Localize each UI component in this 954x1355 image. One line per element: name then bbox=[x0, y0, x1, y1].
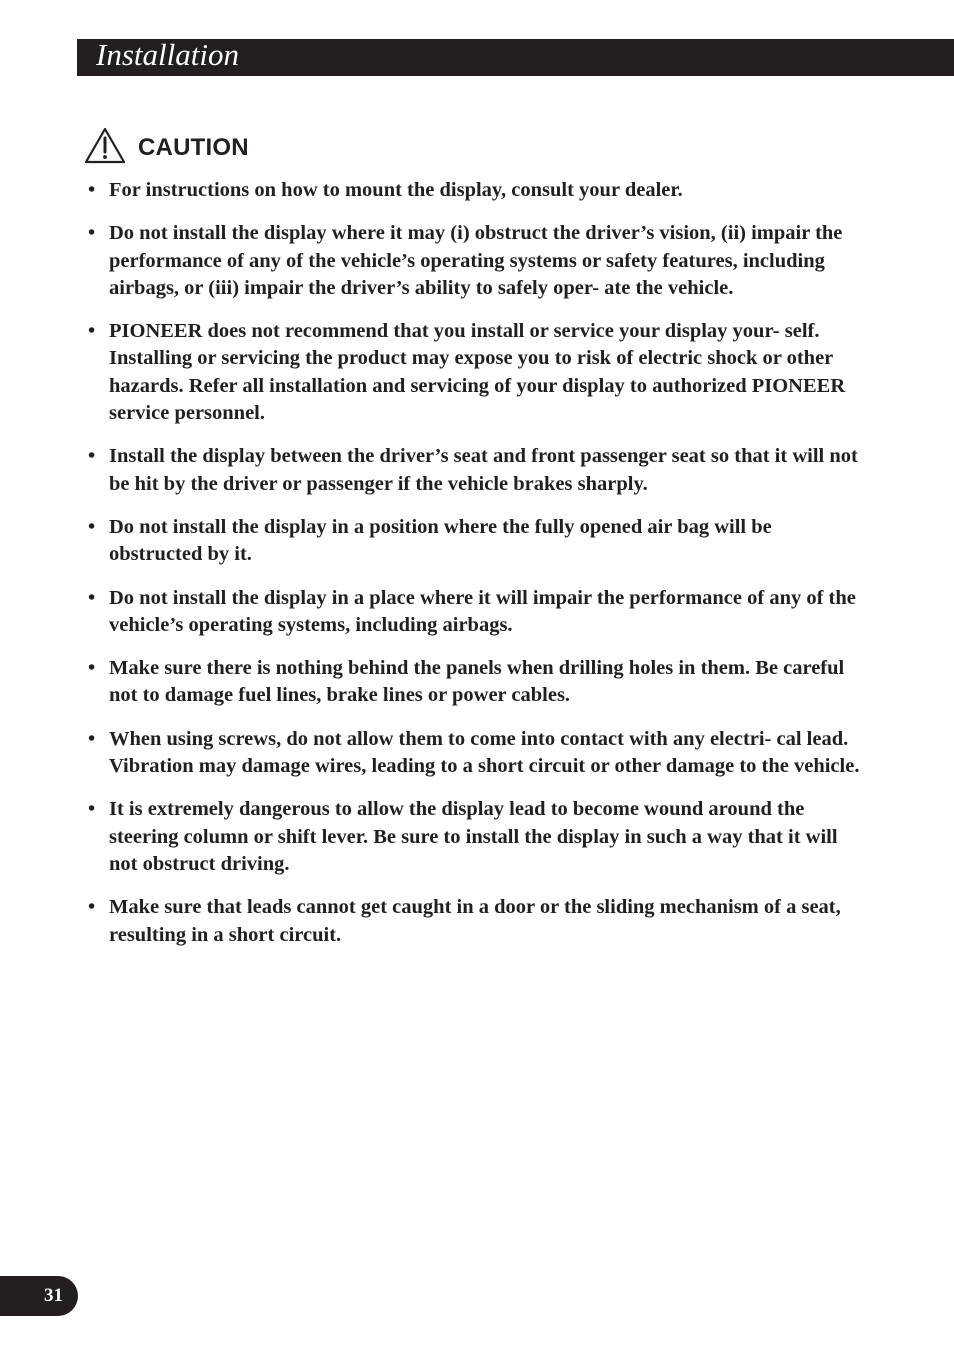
bullet-icon: • bbox=[88, 515, 96, 538]
caution-item-text: Do not install the display where it may (i) obstruct the driver’s vision, (ii) impair the performance of any of the vehicle’s operating systems or safety features, including airbags, or (iii) impair the driver’s ability to safely oper- ate the vehicle. bbox=[109, 222, 843, 299]
bullet-icon: • bbox=[88, 798, 96, 821]
bullet-icon: • bbox=[88, 586, 96, 609]
caution-label: CAUTION bbox=[138, 134, 249, 161]
section-header-tab bbox=[891, 39, 954, 76]
caution-item-4 bbox=[88, 443, 860, 498]
caution-item-10 bbox=[88, 894, 860, 949]
bullet-icon: • bbox=[88, 727, 96, 750]
caution-item-text: Make sure that leads cannot get caught in a door or the sliding mechanism of a seat, resulting in a short circuit. bbox=[109, 896, 841, 946]
caution-item-5 bbox=[88, 514, 860, 569]
caution-item-2 bbox=[88, 220, 860, 302]
caution-item-text: Do not install the display in a position where the fully opened air bag will be obstructed by it. bbox=[109, 515, 772, 566]
bullet-icon: • bbox=[88, 445, 96, 468]
caution-item-3 bbox=[88, 318, 860, 427]
bullet-icon: • bbox=[88, 896, 96, 919]
caution-heading bbox=[84, 126, 249, 166]
caution-item-text: Install the display between the driver’s seat and front passenger seat so that it will not be hit by the driver or passenger if the vehicle brakes sharply. bbox=[109, 445, 858, 495]
caution-item-6 bbox=[88, 585, 860, 640]
caution-item-8 bbox=[88, 726, 860, 781]
section-title: Installation bbox=[96, 37, 239, 72]
caution-list bbox=[88, 177, 860, 965]
caution-item-text: When using screws, do not allow them to come into contact with any electri- cal lead. Vibration may damage wires, leading to a short circuit or other damage to the vehicle. bbox=[109, 727, 860, 778]
warning-triangle-icon bbox=[84, 127, 126, 165]
page-number-tab bbox=[0, 1276, 78, 1316]
caution-item-text: It is extremely dangerous to allow the display lead to become wound around the steering column or shift lever. Be sure to install the display in such a way that it will not obstruct driving. bbox=[109, 798, 838, 875]
caution-item-1 bbox=[88, 177, 860, 204]
caution-item-text: For instructions on how to mount the display, consult your dealer. bbox=[109, 179, 683, 201]
bullet-icon: • bbox=[88, 222, 96, 245]
page-number: 31 bbox=[44, 1285, 63, 1306]
caution-item-7 bbox=[88, 655, 860, 710]
caution-item-text: Do not install the display in a place where it will impair the performance of any of the vehicle’s operating systems, including airbags. bbox=[109, 586, 856, 636]
bullet-icon: • bbox=[88, 657, 96, 680]
caution-item-text: PIONEER does not recommend that you install or service your display your- self. Installing or servicing the product may expose you to risk of electric shock or other hazards. Refer all installation and servicing of your display to authorized PIONEER service personnel. bbox=[109, 320, 846, 425]
caution-item-9 bbox=[88, 796, 860, 878]
bullet-icon: • bbox=[88, 320, 96, 343]
bullet-icon: • bbox=[88, 179, 96, 201]
caution-item-text: Make sure there is nothing behind the panels when drilling holes in them. Be careful not to damage fuel lines, brake lines or power cables. bbox=[109, 657, 845, 707]
